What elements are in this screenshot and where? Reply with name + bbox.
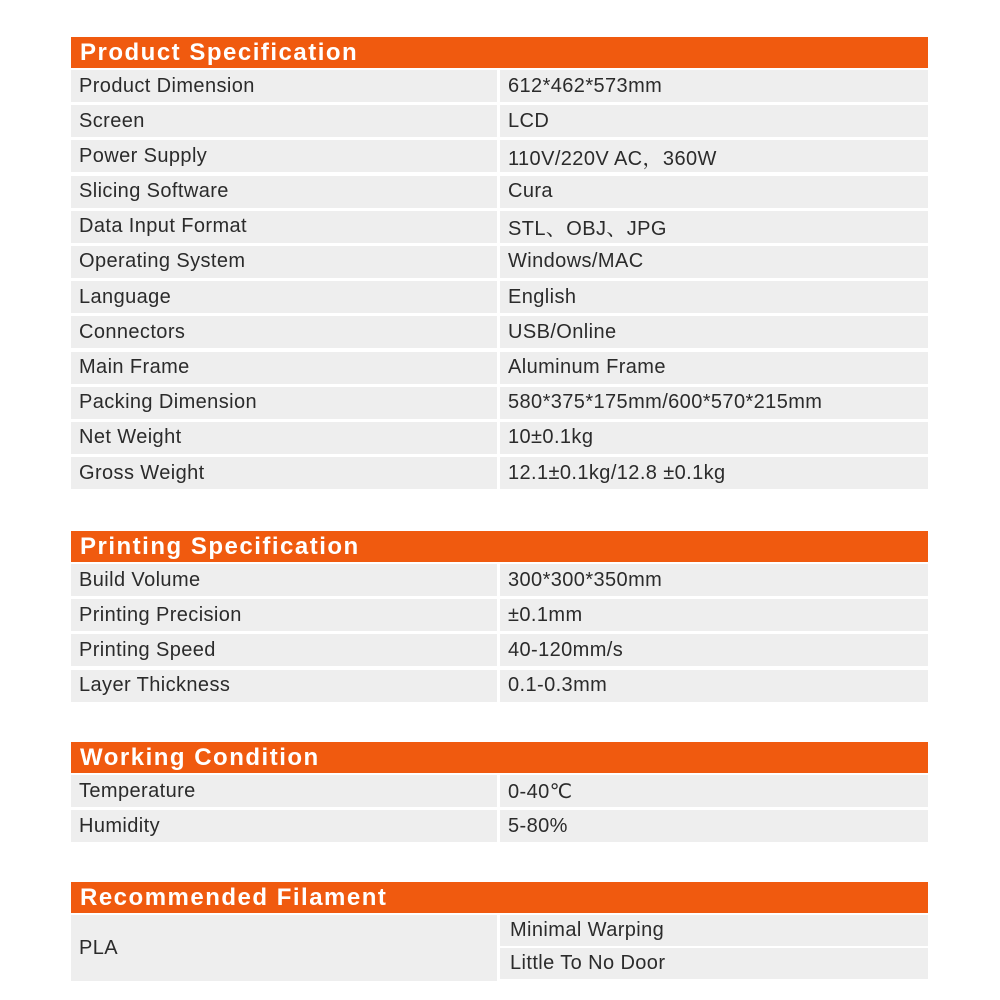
filament-feature: Little To No Door xyxy=(500,948,928,979)
spec-label: Build Volume xyxy=(71,564,497,596)
spec-row-connectors xyxy=(71,314,928,349)
spec-value: 40-120mm/s xyxy=(500,634,928,666)
product-specification-section xyxy=(71,37,928,490)
spec-row-gross-weight xyxy=(71,455,928,490)
spec-label: Temperature xyxy=(71,775,497,807)
product-specification-rows xyxy=(71,68,928,490)
spec-row-main-frame xyxy=(71,350,928,385)
printing-specification-rows xyxy=(71,562,928,703)
filament-label: PLA xyxy=(71,915,497,981)
spec-value: Windows/MAC xyxy=(500,246,928,278)
filament-values xyxy=(500,913,928,983)
spec-label: Packing Dimension xyxy=(71,387,497,419)
spec-value: 10±0.1kg xyxy=(500,422,928,454)
spec-value: 12.1±0.1kg/12.8 ±0.1kg xyxy=(500,457,928,489)
spec-label: Slicing Software xyxy=(71,176,497,208)
spec-label: Printing Precision xyxy=(71,599,497,631)
spec-row-operating-system xyxy=(71,244,928,279)
spec-value: Cura xyxy=(500,176,928,208)
filament-feature: Minimal Warping xyxy=(500,915,928,946)
spec-value: STL、OBJ、JPG xyxy=(500,211,928,243)
printing-specification-header: Printing Specification xyxy=(71,531,928,562)
working-condition-rows xyxy=(71,773,928,843)
spec-value: USB/Online xyxy=(500,316,928,348)
working-condition-header: Working Condition xyxy=(71,742,928,773)
spec-row-printing-precision xyxy=(71,597,928,632)
spec-value: 110V/220V AC，360W xyxy=(500,140,928,172)
spec-row-product-dimension xyxy=(71,68,928,103)
spec-label: Data Input Format xyxy=(71,211,497,243)
spec-row-humidity xyxy=(71,808,928,843)
spec-value: 300*300*350mm xyxy=(500,564,928,596)
spec-row-printing-speed xyxy=(71,632,928,667)
spec-value: 0-40℃ xyxy=(500,775,928,807)
spec-label: Main Frame xyxy=(71,352,497,384)
filament-row-pla xyxy=(71,913,928,983)
spec-label: Operating System xyxy=(71,246,497,278)
working-condition-section xyxy=(71,742,928,843)
spec-label: Product Dimension xyxy=(71,70,497,102)
spec-value: 612*462*573mm xyxy=(500,70,928,102)
spec-row-language xyxy=(71,279,928,314)
spec-label: Connectors xyxy=(71,316,497,348)
recommended-filament-section xyxy=(71,882,928,983)
spec-row-data-input-format xyxy=(71,209,928,244)
spec-label: Humidity xyxy=(71,810,497,842)
spec-label: Language xyxy=(71,281,497,313)
spec-label: Printing Speed xyxy=(71,634,497,666)
spec-value: English xyxy=(500,281,928,313)
spec-row-screen xyxy=(71,103,928,138)
spec-value: Aluminum Frame xyxy=(500,352,928,384)
spec-label: Net Weight xyxy=(71,422,497,454)
spec-label: Layer Thickness xyxy=(71,670,497,702)
spec-row-temperature xyxy=(71,773,928,808)
spec-label: Gross Weight xyxy=(71,457,497,489)
spec-row-slicing-software xyxy=(71,174,928,209)
spec-label: Screen xyxy=(71,105,497,137)
spec-value: 580*375*175mm/600*570*215mm xyxy=(500,387,928,419)
spec-row-layer-thickness xyxy=(71,668,928,703)
spec-row-power-supply xyxy=(71,138,928,173)
product-specification-header: Product Specification xyxy=(71,37,928,68)
recommended-filament-header: Recommended Filament xyxy=(71,882,928,913)
spec-value: 0.1-0.3mm xyxy=(500,670,928,702)
spec-row-build-volume xyxy=(71,562,928,597)
spec-row-packing-dimension xyxy=(71,385,928,420)
printing-specification-section xyxy=(71,531,928,703)
spec-value: LCD xyxy=(500,105,928,137)
spec-value: ±0.1mm xyxy=(500,599,928,631)
spec-value: 5-80% xyxy=(500,810,928,842)
spec-row-net-weight xyxy=(71,420,928,455)
spec-label: Power Supply xyxy=(71,140,497,172)
